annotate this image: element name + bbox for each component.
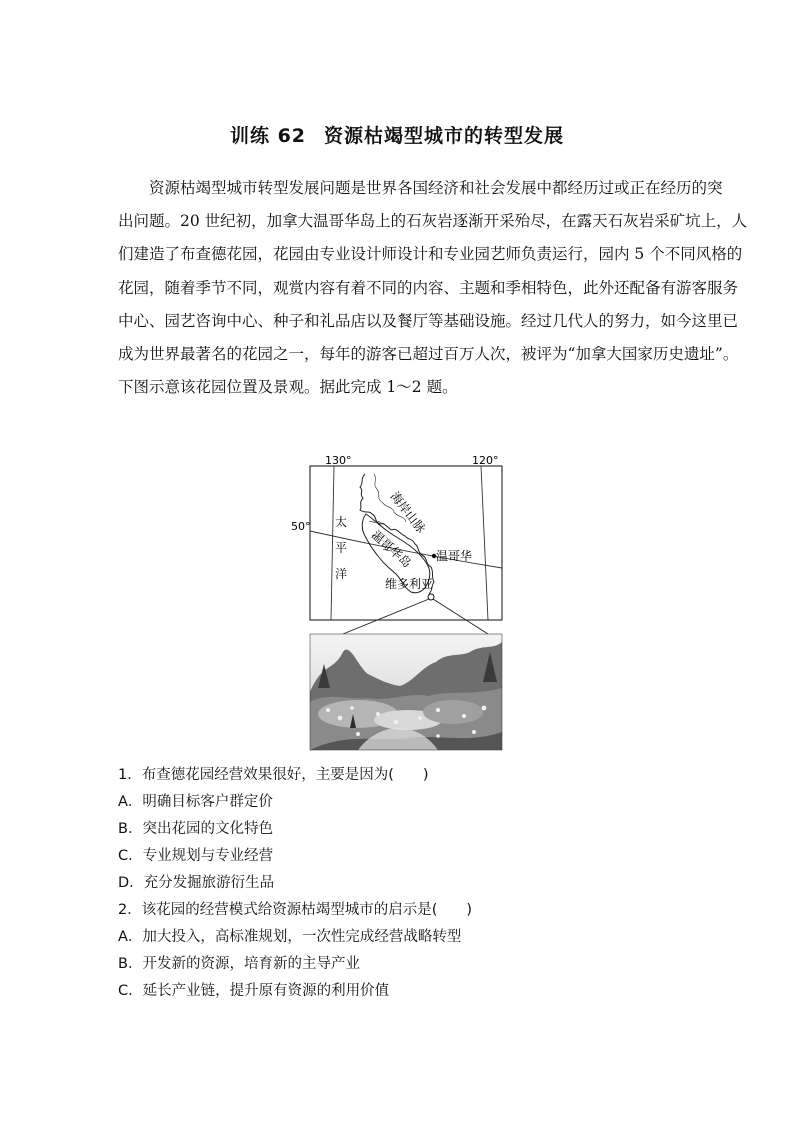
passage <box>118 172 748 404</box>
question-2-option-c: C．延长产业链，提升原有资源的利用价值 <box>118 983 390 999</box>
garden-photo <box>310 634 502 750</box>
label-50: 50° <box>291 520 311 533</box>
label-mountains: 海岸山脉 <box>387 489 429 536</box>
page-title <box>0 121 794 148</box>
label-island: 温哥华岛 <box>368 527 415 571</box>
passage-line: 资源枯竭型城市转型发展问题是世界各国经济和社会发展中都经历过或正在经历的突 <box>149 179 723 197</box>
title-text: 资源枯竭型城市的转型发展 <box>324 125 565 147</box>
passage-line: 下图示意该花园位置及景观。据此完成 1～2 题。 <box>118 378 458 397</box>
title-number: 训练 62 <box>229 125 307 147</box>
label-ocean-1: 太 <box>335 515 348 529</box>
question-1-option-d: D．充分发掘旅游衍生品 <box>118 875 275 891</box>
question-2-option-b: B．开发新的资源，培育新的主导产业 <box>118 956 360 972</box>
label-ocean-2: 平 <box>335 541 348 555</box>
map-figure <box>288 452 503 752</box>
label-ocean-3: 洋 <box>335 567 348 581</box>
question-1-option-b: B．突出花园的文化特色 <box>118 821 273 837</box>
passage-line: 中心、园艺咨询中心、种子和礼品店以及餐厅等基础设施。经过几代人的努力，如今这里已 <box>118 311 739 330</box>
passage-line: 成为世界最著名的花园之一，每年的游客已超过百万人次，被评为“加拿大国家历史遗址”。 <box>118 345 739 364</box>
passage-line: 出问题。20 世纪初，加拿大温哥华岛上的石灰岩逐渐开采殆尽，在露天石灰岩采矿坑上，人 <box>118 212 748 231</box>
passage-line: 们建造了布查德花园，花园由专业设计师设计和专业园艺师负责运行，园内 5 个不同风格的 <box>118 245 743 264</box>
question-2-stem: 2．该花园的经营模式给资源枯竭型城市的启示是( ) <box>118 902 473 918</box>
passage-line: 花园，随着季节不同，观赏内容有着不同的内容、主题和季相特色，此外还配备有游客服务 <box>118 278 739 297</box>
label-120: 120° <box>472 454 499 467</box>
label-victoria: 维多利亚 <box>385 577 434 591</box>
label-130: 130° <box>325 454 352 467</box>
label-vancouver: 温哥华 <box>436 549 473 563</box>
question-1-stem: 1．布查德花园经营效果很好，主要是因为( ) <box>118 767 429 783</box>
question-2-option-a: A．加大投入，高标准规划，一次性完成经营战略转型 <box>118 929 462 945</box>
question-1-option-c: C．专业规划与专业经营 <box>118 848 274 864</box>
question-1-option-a: A．明确目标客户群定价 <box>118 794 273 810</box>
